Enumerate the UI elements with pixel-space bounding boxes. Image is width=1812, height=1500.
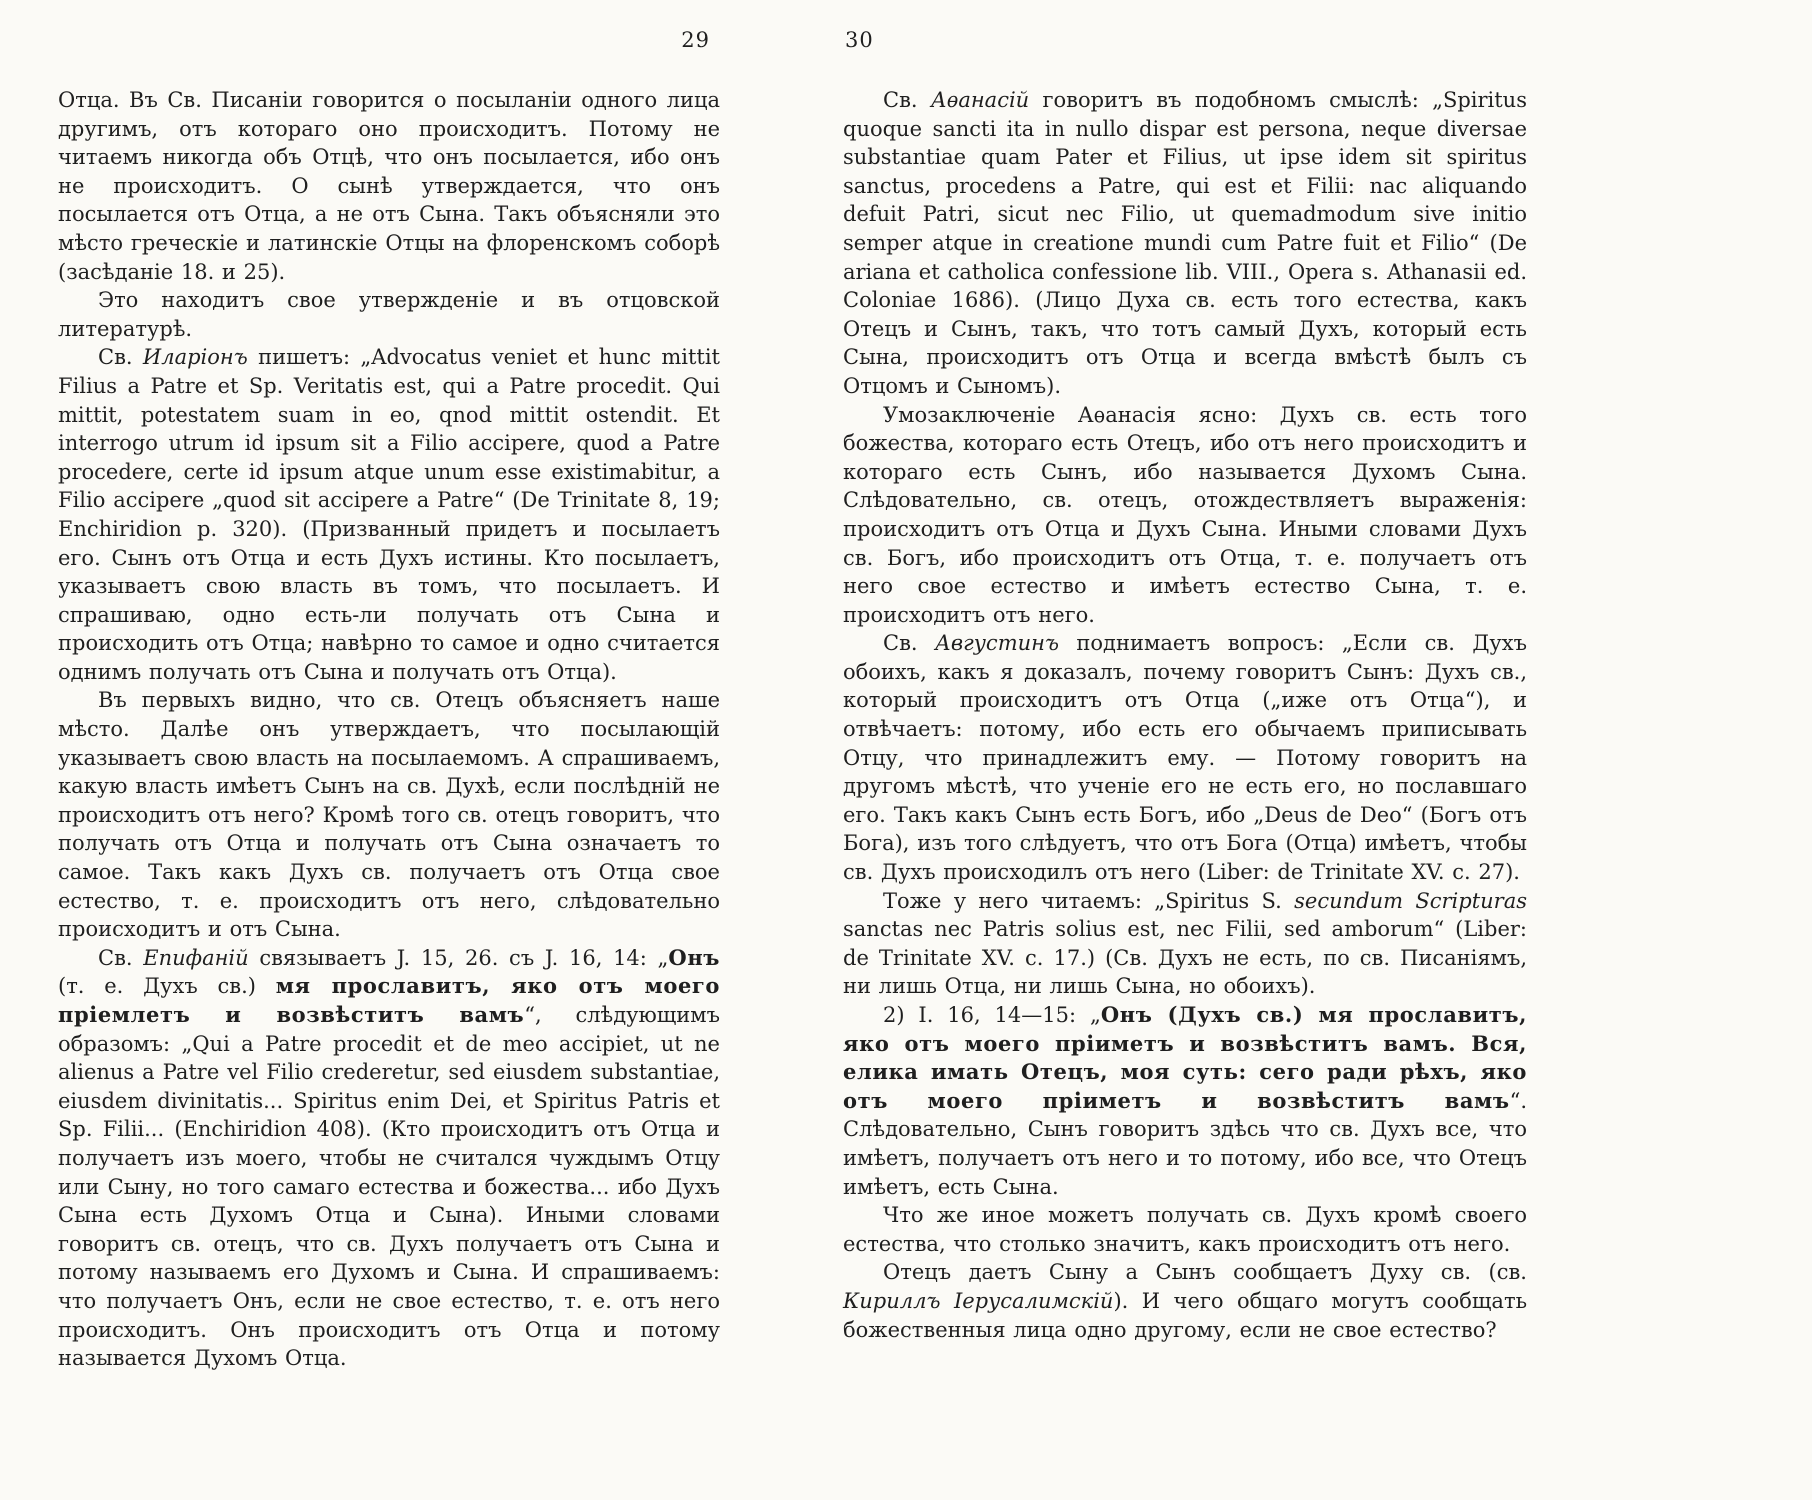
paragraph <box>58 286 720 343</box>
text-run: Тоже у него читаемъ: „Spiritus S. <box>883 888 1295 913</box>
text-run: Аѳанасій <box>930 88 1030 112</box>
text-run: Онъ (Духъ св.) мя прославитъ, яко отъ моего пріиметъ и возвѣститъ вамъ. Вся, елика имать Отецъ, моя суть: сего ради рѣхъ, яко отъ моего пріиметъ и возвѣститъ вамъ <box>843 1002 1527 1113</box>
text-run: Св. <box>883 88 931 112</box>
text-run: Кириллъ Іерусалимскій <box>843 1288 1114 1313</box>
text-run: (т. е. Духъ св.) <box>58 974 276 999</box>
text-run: мя прославитъ, яко отъ моего пріемлетъ и возвѣститъ вамъ <box>58 973 720 1027</box>
page-30 <box>843 0 1527 1500</box>
page-30-text <box>843 86 1527 1344</box>
page-29-text <box>58 86 720 1373</box>
text-run: “, слѣдующимъ образомъ: „Qui a Patre procedit et de meo accipiet, ut ne alienus a Patre vel Filio crederetur, sed eiusdem substantiae, eiusdem divinitatis... Spiritus enim Dei, et Spiritus Patris et Sp. Filii... (Enchiridion 408). (Кто происходитъ отъ Отца и получаетъ изъ моего, чтобы не считался чуждымъ Отцу или Сыну, но того самаго естества и божества... ибо Духъ Сына есть Духомъ Отца и Сына). Иными словами говоритъ св. отецъ, что св. Духъ получаетъ отъ Сына и потому называемъ его Духомъ и Сына. И спрашиваемъ: что получаетъ Онъ, если не свое естество, т. е. отъ него происходитъ. Онъ происходитъ отъ Отца и потому называется Духомъ Отца. <box>58 1003 720 1371</box>
paragraph <box>843 1258 1527 1344</box>
text-run: Епифаній <box>143 945 249 970</box>
text-run: Умозаключеніе Аѳанасія ясно: Духъ св. есть того божества, котораго есть Отецъ, ибо отъ него происходитъ и котораго есть Сынъ, ибо называется Духомъ Сына. Слѣдовательно, св. отецъ, отождествляетъ выраженія: происходитъ отъ Отца и Духъ Сына. Иными словами Духъ св. Богъ, ибо происходитъ отъ Отца, т. е. получаетъ отъ него свое естество и имѣетъ естество Сына, т. е. происходитъ отъ него. <box>843 402 1527 627</box>
text-run: Отецъ даетъ Сыну а Сынъ сообщаетъ Духу св. (св. <box>883 1260 1527 1285</box>
text-run: sanctas nec Patris solius est, nec Filii, sed amborum“ (Liber: de Trinitate XV. c. 17.) (Св. Духъ не есть, по св. Писаніямъ, ни лишь Отца, ни лишь Сына, но обоихъ). <box>843 917 1527 999</box>
paragraph <box>58 343 720 686</box>
text-run: Св. <box>98 945 144 970</box>
text-run: 2) I. 16, 14—15: „ <box>883 1003 1101 1027</box>
text-run: secundum Scripturas <box>1294 888 1527 913</box>
text-run: Св. <box>883 631 936 656</box>
page-number-right: 30 <box>845 28 874 52</box>
text-run: Что же иное можетъ получать св. Духъ кромѣ своего естества, что столько значитъ, какъ происходитъ отъ него. <box>843 1203 1527 1256</box>
paragraph <box>843 629 1527 886</box>
page-number-left: 29 <box>681 28 710 52</box>
paragraph <box>58 944 720 1373</box>
paragraph <box>843 887 1527 1001</box>
text-run: Въ первыхъ видно, что св. Отецъ объясняетъ наше мѣсто. Далѣе онъ утверждаетъ, что посылающій указываетъ свою власть на посылаемомъ. А спрашиваемъ, какую власть имѣетъ Сынъ на св. Духѣ, если послѣдній не происходитъ отъ него? Кромѣ того св. отецъ говоритъ, что получать отъ Отца и получать отъ Сына означаетъ то самое. Такъ какъ Духъ св. получаетъ отъ Отца свое естество, т. е. происходитъ отъ него, слѣдовательно происходитъ и отъ Сына. <box>58 688 720 942</box>
paragraph <box>843 86 1527 401</box>
text-run: Августинъ <box>935 631 1059 656</box>
text-run: ). И чего общаго могутъ сообщать божественныя лица одно другому, если не свое естество? <box>843 1288 1527 1342</box>
paragraph <box>58 86 720 286</box>
page-29 <box>58 0 720 1500</box>
text-run: говоритъ въ подобномъ смыслѣ: „Spiritus quoque sancti ita in nullo dispar est persona, neque diversae substantiae quam Pater et Filius, ut ipse idem sit spiritus sanctus, procedens a Patre, qui est et Filii: nac aliquando defuit Patri, sicut nec Filio, ut quemadmodum sive initio semper atque in creatione mundi cum Patre fuit et Filio“ (De ariana et catholica confessione lib. VIII., Opera s. Athanasii ed. Coloniae 1686). (Лицо Духа св. есть того естества, какъ Отецъ и Сынъ, такъ, что тотъ самый Духъ, который есть Сына, происходитъ отъ Отца и всегда вмѣстѣ былъ съ Отцомъ и Сыномъ). <box>843 88 1527 398</box>
paragraph <box>843 1201 1527 1258</box>
text-run: Св. <box>98 345 143 370</box>
text-run: Отца. Въ Св. Писаніи говорится о посыланіи одного лица другимъ, отъ котораго оно происходитъ. Потому не читаемъ никогда объ Отцѣ, что онъ посылается, ибо онъ не происходитъ. О сынѣ утверждается, что онъ посылается отъ Отца, а не отъ Сына. Такъ объясняли это мѣсто греческіе и латинскіе Отцы на флоренскомъ соборѣ (засѣданіе 18. и 25). <box>58 88 720 284</box>
text-run: “. Слѣдовательно, Сынъ говоритъ здѣсь что св. Духъ все, что имѣетъ, получаетъ отъ него и то потому, ибо все, что Отецъ имѣетъ, есть Сына. <box>843 1088 1527 1199</box>
text-run: связываетъ J. 15, 26. съ J. 16, 14: „ <box>248 945 669 970</box>
paragraph <box>843 1001 1527 1201</box>
text-run: поднимаетъ вопросъ: „Если св. Духъ обоихъ, какъ я доказалъ, почему говоритъ Сынъ: Духъ св., который происходитъ отъ Отца („иже отъ Отца“), и отвѣчаетъ: потому, ибо есть его обычаемъ приписывать Отцу, что принадлежитъ ему. — Потому говоритъ на другомъ мѣстѣ, что ученіе его не есть его, но пославшаго его. Такъ какъ Сынъ есть Богъ, ибо „Deus de Deo“ (Богъ отъ Бога), изъ того слѣдуетъ, что отъ Бога (Отца) имѣетъ, чтобы св. Духъ происходилъ отъ него (Liber: de Trinitate XV. c. 27). <box>843 631 1527 885</box>
text-run: пишетъ: „Advocatus veniet et hunc mittit Filius a Patre et Sp. Veritatis est, qui a Patre procedit. Qui mittit, potestatem suam in eo, qnod mittit ostendit. Et interrogo utrum id ipsum sit a Filio accipere, quod a Patre procedere, certe id ipsum atque unum esse existimabitur, a Filio accipere „quod sit accipere a Patre“ (De Trinitate 8, 19; Enchiridion p. 320). (Призванный придетъ и посылаетъ его. Сынъ отъ Отца и есть Духъ истины. Кто посылаетъ, указываетъ свою власть въ томъ, что посылаетъ. И спрашиваю, одно есть-ли получать отъ Сына и происходить отъ Отца; навѣрно то самое и одно считается однимъ получать отъ Сына и получать отъ Отца). <box>58 345 720 684</box>
text-run: Онъ <box>668 944 720 970</box>
text-run: Иларіонъ <box>142 345 248 370</box>
paragraph <box>58 686 720 943</box>
paragraph <box>843 401 1527 630</box>
text-run: Это находитъ свое утвержденіе и въ отцовской литературѣ. <box>58 288 720 341</box>
